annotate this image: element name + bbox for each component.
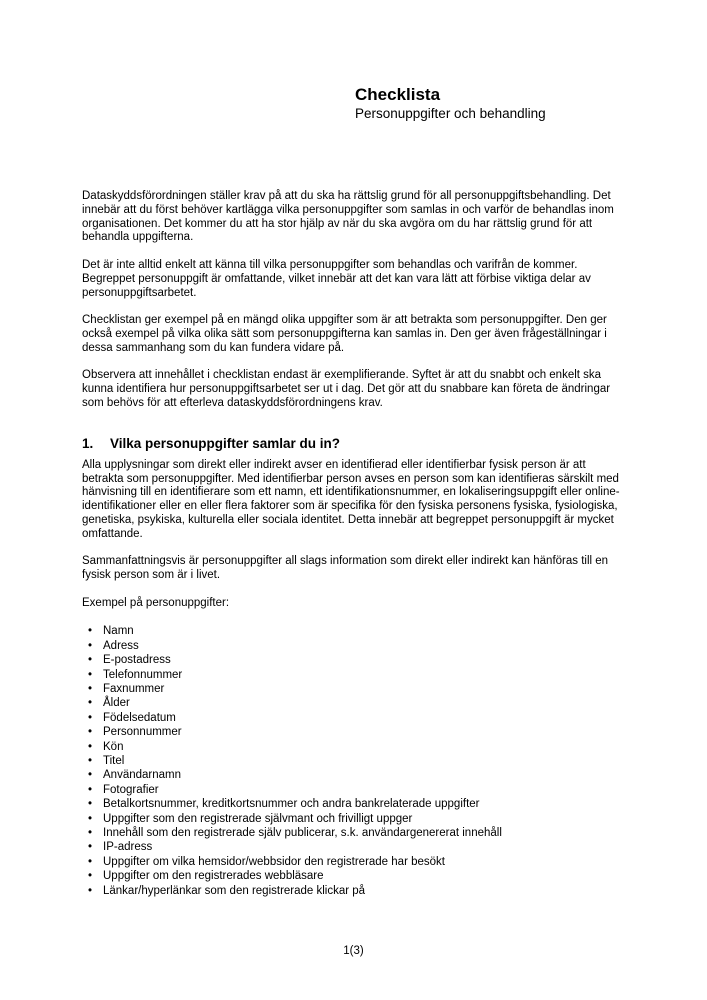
list-item: • Länkar/hyperlänkar som den registrerade klickar på [82, 884, 630, 898]
list-item: • Telefonnummer [82, 668, 630, 682]
list-item: • E-postadress [82, 653, 630, 667]
section-1-paragraph-1: Alla upplysningar som direkt eller indirekt avser en identifierad eller identifierbar fysisk person är att betrakta som personuppgifter. Med identifierbar person avses en person som kan identifieras särskilt med hänvisning till en identifierare som ett namn, ett identifikationsnummer, en lokaliseringsuppgift eller online-identifikationer eller en eller flera faktorer som är specifika för den fysiska personens fysiska, fysiologiska, genetiska, psykiska, kulturella eller sociala identitet. Detta innebär att begreppet personuppgift är mycket omfattande. [82, 458, 620, 540]
section-1-heading [82, 435, 630, 452]
document-subtitle: Personuppgifter och behandling [355, 106, 546, 121]
list-item: • Faxnummer [82, 682, 630, 696]
list-item: • Innehåll som den registrerade själv publicerar, s.k. användargenererat innehåll [82, 826, 630, 840]
personal-data-examples-list [82, 624, 630, 898]
section-1-number: 1. [82, 435, 94, 451]
list-item: • Titel [82, 754, 630, 768]
list-item: • Adress [82, 639, 630, 653]
list-item: • Uppgifter som den registrerade självmant och frivilligt uppger [82, 812, 630, 826]
document-header [355, 84, 546, 122]
examples-list-intro: Exempel på personuppgifter: [82, 596, 230, 609]
page-footer [0, 944, 707, 958]
intro-paragraph-4: Observera att innehållet i checklistan endast är exemplifierande. Syftet är att du snabbt och enkelt ska kunna identifiera hur personuppgiftsarbetet ser ut i dag. Det gör att du snabbare kan företa de ändringar som behövs för att efterleva dataskyddsförordningens krav. [82, 369, 611, 409]
list-item: • Personnummer [82, 725, 630, 739]
list-item: • Betalkortsnummer, kreditkortsnummer och andra bankrelaterade uppgifter [82, 797, 630, 811]
list-item: • Namn [82, 624, 630, 638]
page-number: 1(3) [343, 945, 364, 957]
list-item: • Användarnamn [82, 768, 630, 782]
intro-paragraph-1: Dataskyddsförordningen ställer krav på att du ska ha rättslig grund för all personuppgiftsbehandling. Det innebär att du först behöver kartlägga vilka personuppgifter som samlas in och varför de behandlas inom organisationen. Det kommer du att ha stor hjälp av när du ska avgöra om du har rättslig grund för att behandla uppgifterna. [82, 190, 614, 244]
list-item: • Uppgifter om vilka hemsidor/webbsidor den registrerade har besökt [82, 855, 630, 869]
list-item: • Fotografier [82, 783, 630, 797]
intro-paragraph-3: Checklistan ger exempel på en mängd olika uppgifter som är att betrakta som personuppgifter. Den ger också exempel på vilka olika sätt som personuppgifterna kan samlas in. Den ger även frågeställningar i dessa sammanhang som du kan fundera vidare på. [82, 314, 607, 354]
document-title: Checklista [355, 85, 441, 104]
list-item: • Uppgifter om den registrerades webbläsare [82, 869, 630, 883]
document-body [82, 190, 630, 898]
list-item: • Ålder [82, 696, 630, 710]
list-item: • Kön [82, 740, 630, 754]
intro-paragraph-2: Det är inte alltid enkelt att känna till vilka personuppgifter som behandlas och varifrån de kommer. Begreppet personuppgift är omfattande, vilket innebär att det kan vara lätt att förbise viktiga delar av personuppgiftsarbetet. [82, 258, 591, 299]
list-item: • Födelsedatum [82, 711, 630, 725]
section-1-paragraph-2: Sammanfattningsvis är personuppgifter all slags information som direkt eller indirekt kan hänföras till en fysisk person som är i livet. [82, 555, 609, 582]
section-1-title: Vilka personuppgifter samlar du in? [110, 435, 341, 451]
list-item: • IP-adress [82, 840, 630, 854]
